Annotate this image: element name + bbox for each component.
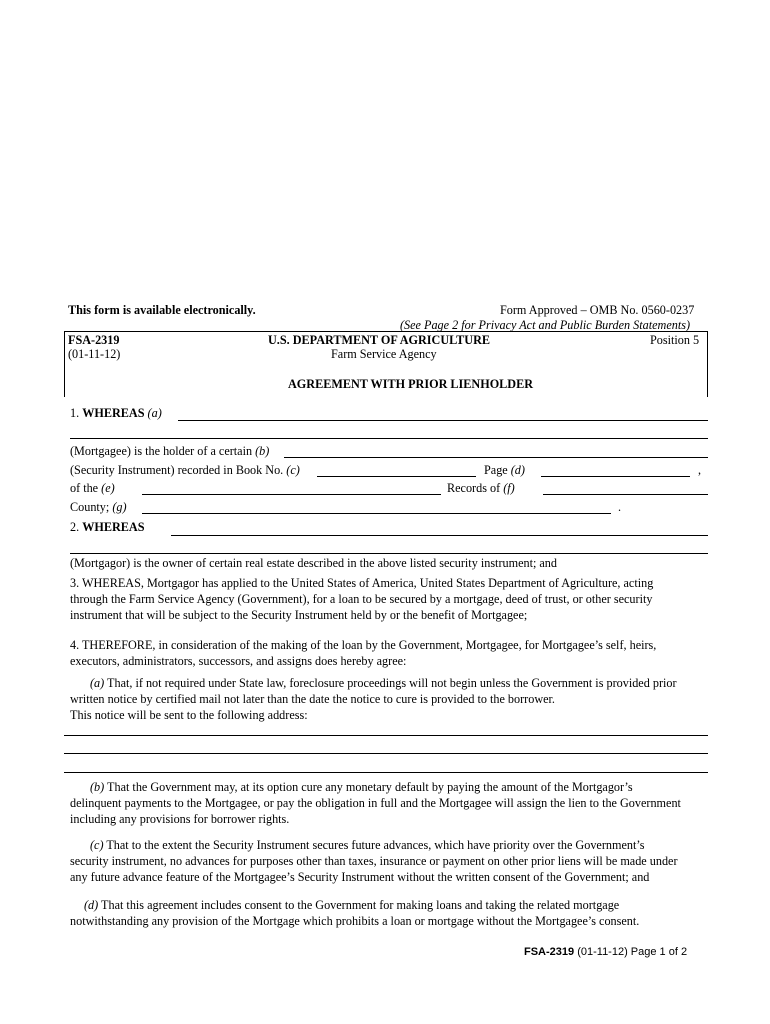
field-marker-c: (c) [286,463,300,477]
section-1-line-e [70,482,115,494]
security-instrument-field[interactable] [284,457,708,458]
agency-name: Farm Service Agency [331,347,437,361]
page-footer [524,947,687,958]
section-1-line-c [70,464,300,476]
county-text: County; [70,500,110,514]
clause-d-line: notwithstanding any provision of the Mortgage which prohibits a loan or mortgage without the Mortgagee’s consent. [70,914,640,928]
clause-a-line: written notice by certified mail not later than the date the notice to cure is provided to the borrower. [70,692,555,706]
section-3-paragraph [70,575,653,623]
clause-b-label: (b) [90,780,105,794]
section-2-number: 2. [70,520,80,534]
holder-text: (Mortgagee) is the holder of a certain [70,444,253,458]
clause-c-line: security instrument, no advances for purposes other than taxes, insurance or payment on other prior liens will be made under [70,854,678,868]
form-date: (01-11-12) [68,347,121,361]
clause-a [70,675,677,723]
field-marker-d: (d) [510,463,525,477]
clause-b [70,779,681,827]
records-type-field[interactable] [142,494,441,495]
field-marker-f: (f) [503,481,515,495]
clause-a-line [70,675,677,691]
omb-approval: Form Approved – OMB No. 0560-0237 [500,303,695,317]
page-label [484,464,525,476]
page-text: Page [484,463,508,477]
mortgagor-name-field[interactable] [171,535,708,536]
form-title: AGREEMENT WITH PRIOR LIENHOLDER [288,377,534,391]
footer-page-number: (01-11-12) Page 1 of 2 [577,946,688,958]
section-4-line: executors, administrators, successors, and assigns does hereby agree: [70,654,407,668]
records-location-field[interactable] [543,494,708,495]
records-of-label [447,482,515,494]
clause-b-line [70,779,681,795]
section-1-line-g [70,501,127,513]
section-3-line: instrument that will be subject to the Security Instrument held by or the benefit of Mortgagee; [70,608,528,622]
comma-mark: , [698,463,702,477]
mortgagee-name-field[interactable] [178,420,708,421]
clause-a-text: That, if not required under State law, foreclosure proceedings will not begin unless the Government is provided prior [107,676,677,690]
section-1-number: 1. [70,406,80,420]
clause-c [70,837,678,885]
clause-b-line: delinquent payments to the Mortgagee, or pay the obligation in full and the Mortgagee will assign the lien to the Government [70,796,681,810]
notice-address-field-1[interactable] [64,735,708,736]
form-number: FSA-2319 [68,333,120,347]
clause-d-text: That this agreement includes consent to the Government for making loans and taking the related mortgage [101,898,620,912]
position-label: Position 5 [650,333,700,347]
county-field[interactable] [142,513,611,514]
section-1-line-a [70,407,162,419]
section-2-line [70,521,145,533]
clause-d [70,897,639,929]
mortgagee-name-field-2[interactable] [70,438,708,439]
field-marker-g: (g) [112,500,127,514]
footer-form-number: FSA-2319 [524,946,575,958]
section-1-line-b [70,445,269,457]
clause-c-line: any future advance feature of the Mortgagee’s Security Instrument without the written consent of the Government; and [70,870,650,884]
department-name: U.S. DEPARTMENT OF AGRICULTURE [268,333,491,347]
mortgagor-name-field-2[interactable] [70,553,708,554]
clause-d-label: (d) [84,898,99,912]
section-3-line: through the Farm Service Agency (Government), for a loan to be secured by a mortgage, deed of trust, or other security [70,592,653,606]
field-marker-e: (e) [101,481,115,495]
notice-address-field-3[interactable] [64,772,708,773]
clause-c-text: That to the extent the Security Instrument secures future advances, which have priority over the Government’s [106,838,645,852]
privacy-note: (See Page 2 for Privacy Act and Public Burden Statements) [400,318,691,332]
clause-c-line [70,837,678,853]
recorded-text: (Security Instrument) recorded in Book No. [70,463,284,477]
notice-address-field-2[interactable] [64,753,708,754]
whereas-label-2: WHEREAS [82,520,145,534]
whereas-label: WHEREAS [82,406,145,420]
of-the-text: of the [70,481,99,495]
clause-a-line: This notice will be sent to the following address: [70,708,308,722]
section-3-line: 3. WHEREAS, Mortgagor has applied to the United States of America, United States Department of Agriculture, acting [70,576,654,590]
section-4-paragraph [70,637,656,669]
section-4-line: 4. THEREFORE, in consideration of the making of the loan by the Government, Mortgagee, for Mortgagee’s self, heirs, [70,638,657,652]
clause-a-label: (a) [90,676,105,690]
period-mark: . [618,500,622,514]
page-number-field[interactable] [541,476,690,477]
clause-b-text: That the Government may, at its option cure any monetary default by paying the amount of the Mortgagor’s [107,780,633,794]
clause-b-line: including any provisions for borrower rights. [70,812,290,826]
field-marker-b: (b) [255,444,270,458]
book-number-field[interactable] [317,476,476,477]
availability-note: This form is available electronically. [68,303,256,317]
mortgagor-text: (Mortgagor) is the owner of certain real estate described in the above listed security instrument; and [70,556,557,570]
field-marker-a: (a) [147,406,162,420]
clause-d-line [70,897,639,913]
records-of-text: Records of [447,481,501,495]
clause-c-label: (c) [90,838,104,852]
